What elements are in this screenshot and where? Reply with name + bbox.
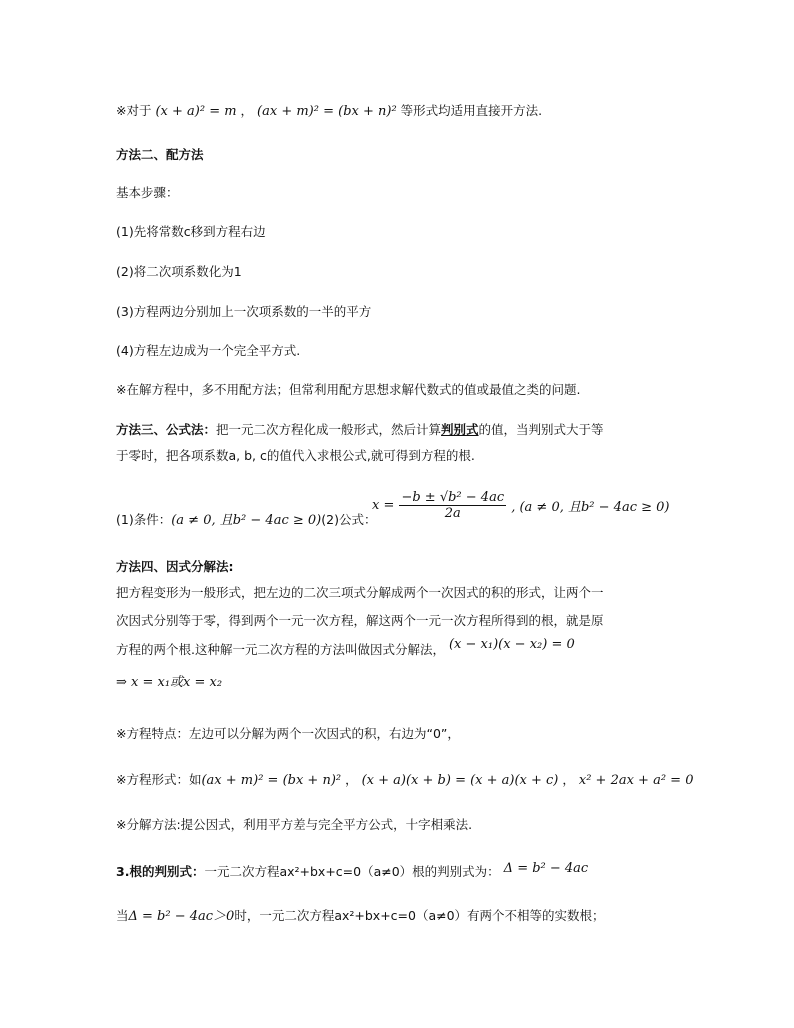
step-3: (3)方程两边分别加上一次项系数的一半的平方 bbox=[116, 304, 372, 319]
note-prefix: ※对于 bbox=[116, 103, 152, 118]
form-equation-3: x² + 2ax + a² = 0 bbox=[578, 773, 694, 788]
equation-forms: ※方程形式：如(ax + m)² = (bx + n)² ， (x + a)(x + b) = (x + a)(x + c) ， x² + 2ax + a² = 0 bbox=[116, 772, 694, 788]
formula-lhs: x = bbox=[372, 498, 395, 513]
equation-feature: ※方程特点：左边可以分解为两个一次因式的积，右边为“0”， bbox=[116, 726, 460, 741]
method3-para-line2: 于零时，把各项系数a, b, c的值代入求根公式,就可得到方程的根. bbox=[116, 448, 475, 463]
steps-title: 基本步骤： bbox=[116, 185, 179, 200]
equation-1: (x + a)² = m bbox=[155, 104, 237, 119]
formula-numerator: −b ± √b² − 4ac bbox=[401, 490, 505, 505]
condition-prefix: 当 bbox=[116, 908, 129, 923]
note-suffix: 等形式均适用直接开方法. bbox=[400, 103, 543, 118]
discriminant-equation: Δ = b² − 4ac bbox=[503, 861, 589, 876]
method3-title: 方法三、公式法： bbox=[116, 422, 217, 437]
method3-para-line1 bbox=[116, 420, 604, 440]
formula-denominator: 2a bbox=[444, 506, 461, 521]
factoring-methods-note: ※分解方法:提公因式，利用平方差与完全平方公式，十字相乘法. bbox=[116, 817, 473, 832]
method4-title: 方法四、因式分解法: bbox=[116, 559, 234, 574]
method4-text3: 方程的两个根.这种解一元二次方程的方法叫做因式分解法， bbox=[116, 642, 445, 657]
method3-text-a: 把一元二次方程化成一般形式，然后计算 bbox=[216, 422, 442, 437]
factor-equation: (x − x₁)(x − x₂) = 0 bbox=[448, 637, 575, 652]
step-4: (4)方程左边成为一个完全平方式. bbox=[116, 343, 301, 358]
equation-2: (ax + m)² = (bx + n)² bbox=[257, 104, 397, 119]
method2-note: ※在解方程中，多不用配方法；但常利用配方思想求解代数式的值或最值之类的问题. bbox=[116, 382, 581, 397]
section3-title: 3.根的判别式： bbox=[116, 864, 205, 879]
method4-line1: 把方程变形为一般形式，把左边的二次三项式分解成两个一次因式的积的形式，让两个一 bbox=[116, 585, 604, 600]
discriminant-condition bbox=[116, 906, 605, 927]
section3-text: 一元二次方程ax²+bx+c=0（a≠0）根的判别式为： bbox=[204, 864, 500, 879]
forms-label: ※方程形式：如 bbox=[116, 772, 202, 787]
method3-formula-row bbox=[116, 510, 376, 531]
discriminant-intro bbox=[116, 862, 588, 883]
factor-result: ⇒ x = x₁或x = x₂ bbox=[116, 675, 223, 690]
step-2: (2)将二次项系数化为1 bbox=[116, 264, 242, 279]
condition-text: 时，一元二次方程ax²+bx+c=0（a≠0）有两个不相等的实数根； bbox=[234, 908, 605, 923]
formula-condition: , (a ≠ 0, 且b² − 4ac ≥ 0) bbox=[511, 500, 670, 515]
method4-line2: 次因式分别等于零，得到两个一元一次方程，解这两个一元一次方程所得到的根，就是原 bbox=[116, 613, 604, 628]
formula-fraction bbox=[399, 490, 506, 521]
form-equation-1: (ax + m)² = (bx + n)² bbox=[201, 773, 342, 788]
form-equation-2: (x + a)(x + b) = (x + a)(x + c) bbox=[361, 773, 559, 788]
formula-label: (2)公式： bbox=[321, 512, 377, 527]
condition-label: (1)条件： bbox=[116, 512, 172, 527]
method2-title: 方法二、配方法 bbox=[116, 147, 204, 162]
condition: (a ≠ 0, 且b² − 4ac ≥ 0) bbox=[171, 513, 322, 528]
discriminant-term: 判别式 bbox=[441, 422, 479, 437]
step-1: (1)先将常数c移到方程右边 bbox=[116, 224, 266, 239]
method3-text-c: 的值，当判别式大于等 bbox=[478, 422, 604, 437]
direct-root-note bbox=[116, 101, 542, 122]
quadratic-formula bbox=[372, 490, 669, 521]
separator: ， bbox=[240, 103, 254, 118]
method4-line3 bbox=[116, 637, 575, 661]
condition-equation: Δ = b² − 4ac＞0 bbox=[128, 909, 235, 924]
